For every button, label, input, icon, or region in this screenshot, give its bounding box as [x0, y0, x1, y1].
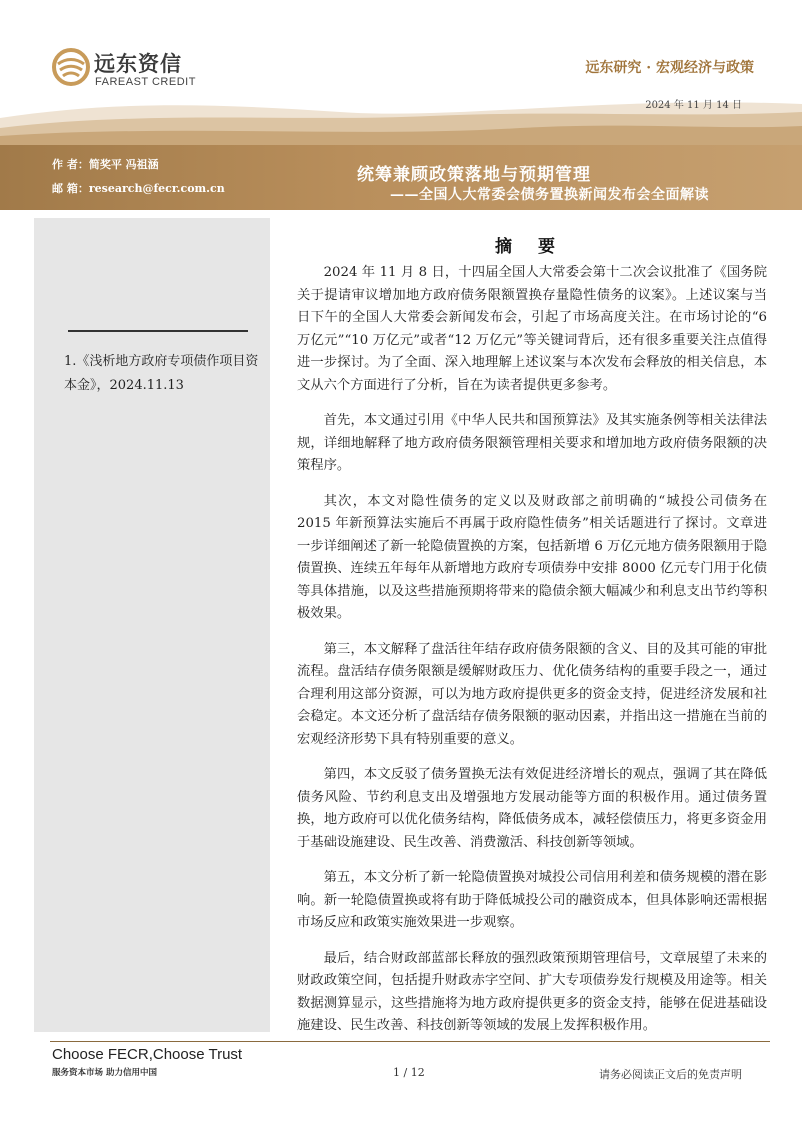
- page-header: [0, 0, 802, 145]
- fareast-logo-icon: [52, 48, 90, 86]
- author-label: 作 者：: [52, 158, 89, 171]
- abstract-heading: 摘 要: [495, 237, 565, 257]
- abstract-paragraph: 第四，本文反驳了债务置换无法有效促进经济增长的观点，强调了其在降低债务风险、节约利息支出及增强地方发展动能等方面的积极作用。通过债务置换，地方政府可以优化债务结构，降低债务成本，减轻偿债压力，将更多资金用于基础设施建设、民生改善、消费激活、科技创新等领域。: [297, 767, 767, 850]
- abstract-paragraph: 最后，结合财政部蓝部长释放的强烈政策预期管理信号，文章展望了未来的财政政策空间，包括提升财政赤字空间、扩大专项债券发行规模及用途等。相关数据测算显示，这些措施将为地方政府提供更多的资金支持，能够在促进基础设施建设、民生改善、科技创新等领域的发展上发挥积极作用。: [297, 950, 767, 1033]
- abstract-paragraph: 其次，本文对隐性债务的定义以及财政部之前明确的“城投公司债务在 2015 年新预算法实施后不再属于政府隐性债务”相关话题进行了探讨。文章进一步详细阐述了新一轮隐债置换的方案，包括新增 6 万亿元地方债务限额用于隐债置换、连续五年每年从新增地方政府专项债券中安排 8000 亿元专门用于化债等具体措施，以及这些措施预期将带来的隐债余额大幅减少和利息支出节约等积极效果。: [297, 493, 767, 621]
- email-address[interactable]: research@fecr.com.cn: [88, 182, 225, 195]
- abstract-paragraph: 2024 年 11 月 8 日，十四届全国人大常委会第十二次会议批准了《国务院关于提请审议增加地方政府债务限额置换存量隐性债务的议案》。上述议案与当日下午的全国人大常委会新闻发布会，引起了市场高度关注。在市场讨论的“6 万亿元”“10 万亿元”或者“12 万亿元”等关键词背后，还有很多重要关注点值得进一步探讨。为了全面、深入地理解上述议案与本次发布会释放的相关信息，本文从六个方面进行了分析，旨在为读者提供更多参考。: [297, 265, 767, 393]
- report-subtitle: ——全国人大常委会债务置换新闻发布会全面解读: [390, 187, 709, 203]
- email-line: [52, 180, 225, 196]
- footer-divider: [50, 1041, 770, 1042]
- footer-disclaimer: 请务必阅读正文后的免责声明: [599, 1068, 742, 1081]
- report-date: 2024 年 11 月 14 日: [645, 100, 742, 111]
- abstract-paragraph: 第五，本文分析了新一轮隐债置换对城投公司信用利差和债务规模的潜在影响。新一轮隐债置换或将有助于降低城投公司的融资成本，但具体影响还需根据市场反应和政策实施效果进一步观察。: [297, 870, 767, 930]
- sidebar-divider: [68, 330, 248, 332]
- page-number: 1 / 12: [393, 1066, 425, 1079]
- abstract-paragraph: 第三，本文解释了盘活往年结存政府债务限额的含义、目的及其可能的审批流程。盘活结存债务限额是缓解财政压力、优化债务结构的重要手段之一，通过合理利用这部分资源，可以为地方政府提供更多的资金支持，促进经济发展和社会稳定。本文还分析了盘活结存债务限额的驱动因素，并指出这一措施在当前的宏观经济形势下具有特别重要的意义。: [297, 641, 767, 747]
- footer-brand: Choose FECR,Choose Trust: [52, 1046, 243, 1063]
- logo-english-name: FAREAST CREDIT: [95, 76, 196, 88]
- abstract-paragraph: 首先，本文通过引用《中华人民共和国预算法》及其实施条例等相关法律法规，详细地解释了地方政府债务限额管理相关要求和增加地方政府债务限额的决策程序。: [297, 413, 767, 473]
- email-label: 邮 箱：: [52, 182, 89, 195]
- abstract-body: [297, 262, 767, 1051]
- footer-slogan: 服务资本市场 助力信用中国: [52, 1068, 157, 1078]
- related-report-item[interactable]: 1.《浅析地方政府专项债作项目资本金》，2024.11.13: [64, 354, 259, 393]
- report-title: 统筹兼顾政策落地与预期管理: [357, 165, 591, 185]
- author-line: [52, 156, 159, 172]
- sidebar-panel: [34, 218, 270, 1032]
- logo-chinese-name: 远东资信: [94, 52, 182, 76]
- author-names: 简奖平 冯祖涵: [88, 158, 159, 171]
- report-series: 远东研究 · 宏观经济与政策: [585, 60, 754, 76]
